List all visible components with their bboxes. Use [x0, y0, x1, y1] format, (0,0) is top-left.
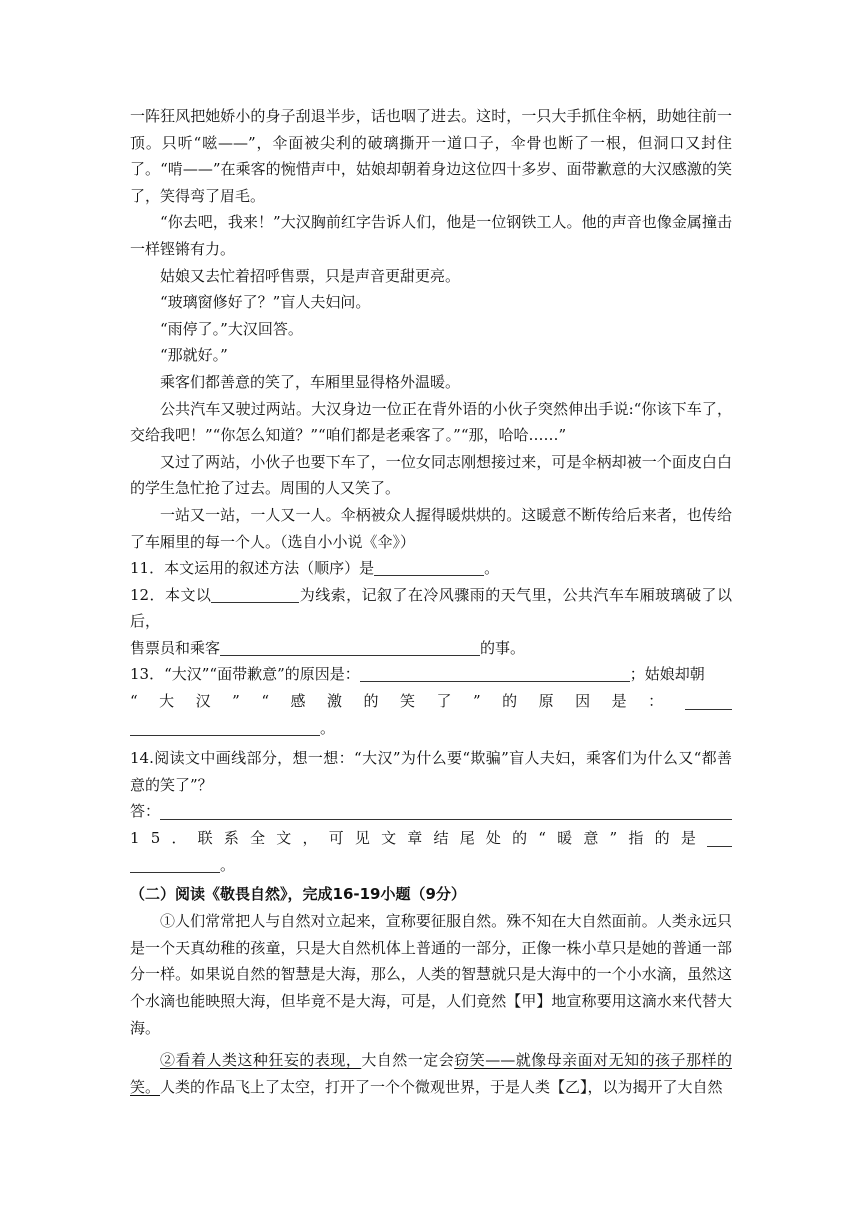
question-13-line-1: [130, 661, 732, 688]
question-15-line-1: [130, 825, 732, 852]
story-paragraph-2: “你去吧，我来！”大汉胸前红字告诉人们，他是一位钢铁工人。他的声音也像金属撞击一样铿锵有力。: [130, 213, 732, 258]
question-11-text: 11．本文运用的叙述方法（顺序）是: [130, 559, 375, 578]
question-14-answer-row: [130, 798, 732, 825]
question-14-answer-label: 答：: [130, 802, 161, 821]
question-12-text-d: 的事。: [480, 638, 526, 657]
question-13-end: 。: [320, 718, 336, 737]
question-12-text-b: 为线索，记叙了在冷风骤雨的天气里，公共汽车车厢玻璃破了以后，: [130, 585, 732, 631]
underlined-phrase-2: 窃笑——就像母亲面对无知的孩子那样的笑。: [130, 1051, 732, 1096]
story-paragraph-1: 顶。只听“嗞——”，伞面被尖利的破璃撕开一道口子，伞骨也断了一根，但洞口又封住了。“啃——”在乘客的惋惜声中，姑娘却朝着身边这位四十多岁、面带歉意的大汉感激的笑了，笑得弯了眉毛。: [130, 133, 732, 205]
story-paragraph-10: 一站又一站，一人又一人。伞柄被众人握得暖烘烘的。这暖意不断传给后来者，也传给了车厢里的每一个人。（选自小小说《伞》）: [130, 505, 732, 551]
question-12-text-a: 12．本文以: [130, 585, 212, 604]
question-14-answer-blank[interactable]: [160, 801, 732, 820]
question-13-text-a: 13．“大汉”“面带歉意”的原因是：: [130, 665, 360, 684]
section-2-paragraph-2: [130, 1047, 732, 1100]
question-14: 14.阅读文中画线部分，想一想：“大汉”为什么要“欺骗”盲人夫妇，乘客们为什么又“都善意的笑了”？: [130, 749, 732, 794]
question-15-end: 。: [220, 855, 236, 874]
question-12-text-c: 售票员和乘客: [130, 638, 221, 657]
question-15-text: 15．联系全文，可见文章结尾处的“暖意”指的是: [130, 829, 708, 848]
question-15-answer-blank-1[interactable]: [707, 828, 732, 847]
story-paragraph-8: 公共汽车又驶过两站。大汉身边一位正在背外语的小伙子突然伸出手说:“你该下车了，交给我吧！”“你怎么知道？”“咱们都是老乘客了。”“那，哈哈……”: [130, 399, 732, 445]
question-11-answer-blank[interactable]: [374, 557, 484, 576]
question-12-line-2: [130, 635, 732, 662]
question-13-text-c: “大汉”“感激的笑了”的原因是：: [130, 692, 685, 711]
question-13-answer-blank-3[interactable]: [130, 717, 320, 736]
story-paragraph-9: 又过了两站，小伙子也要下车了，一位女同志刚想接过来，可是伞柄却被一个面皮白白的学生急忙抢了过去。周围的人又笑了。: [130, 452, 732, 498]
question-11-end: 。: [484, 559, 500, 578]
question-15-answer-blank-2[interactable]: [130, 854, 220, 873]
question-13-line-3: [130, 715, 732, 742]
question-13-answer-blank-2[interactable]: [685, 691, 732, 710]
underlined-phrase-1: ②看着人类这种狂妄的表现，: [160, 1051, 362, 1070]
section-2-heading: （二）阅读《敬畏自然》，完成16-19小题（9分）: [130, 885, 466, 904]
question-12-answer-blank-1[interactable]: [211, 584, 299, 603]
story-paragraph-3: 姑娘又去忙着招呼售票，只是声音更甜更亮。: [160, 266, 461, 285]
question-12-line-1: [130, 582, 732, 635]
question-13-answer-blank-1[interactable]: [360, 663, 630, 682]
paragraph-2-text: 大自然一定会: [361, 1051, 455, 1070]
story-paragraph-5: “雨停了。”大汉回答。: [160, 319, 303, 338]
story-paragraph-6: “那就好。”: [160, 346, 228, 365]
question-11: [130, 555, 732, 582]
question-13-line-2: [130, 688, 732, 715]
section-2-paragraph-1: ①人们常常把人与自然对立起来，宣称要征服自然。殊不知在大自然面前。人类永远只是一个天真幼稚的孩童，只是大自然机体上普通的一部分，正像一株小草只是她的普通一部分一样。如果说自然的智慧是大海，那么，人类的智慧就只是大海中的一个小水滴，虽然这个水滴也能映照大海，但毕竟不是大海，可是，人们竟然【甲】地宣称要用这滴水来代替大海。: [130, 912, 732, 1037]
paragraph-2-rest: 人类的作品飞上了太空，打开了一个个微观世界，于是人类【乙】，以为揭开了大自然: [160, 1077, 723, 1096]
question-12-answer-blank-2[interactable]: [220, 637, 480, 656]
story-paragraph-4: “玻璃窗修好了？”盲人夫妇问。: [160, 293, 371, 312]
question-15-line-2: [130, 852, 732, 879]
story-paragraph-7: 乘客们都善意的笑了，车厢里显得格外温暖。: [160, 372, 461, 391]
story-paragraph-1-first-line: 一阵狂风把她娇小的身子刮退半步，话也咽了进去。这时，一只大手抓住伞柄，助她往前一: [130, 107, 732, 125]
question-13-text-b: ；姑娘却朝: [629, 665, 705, 684]
